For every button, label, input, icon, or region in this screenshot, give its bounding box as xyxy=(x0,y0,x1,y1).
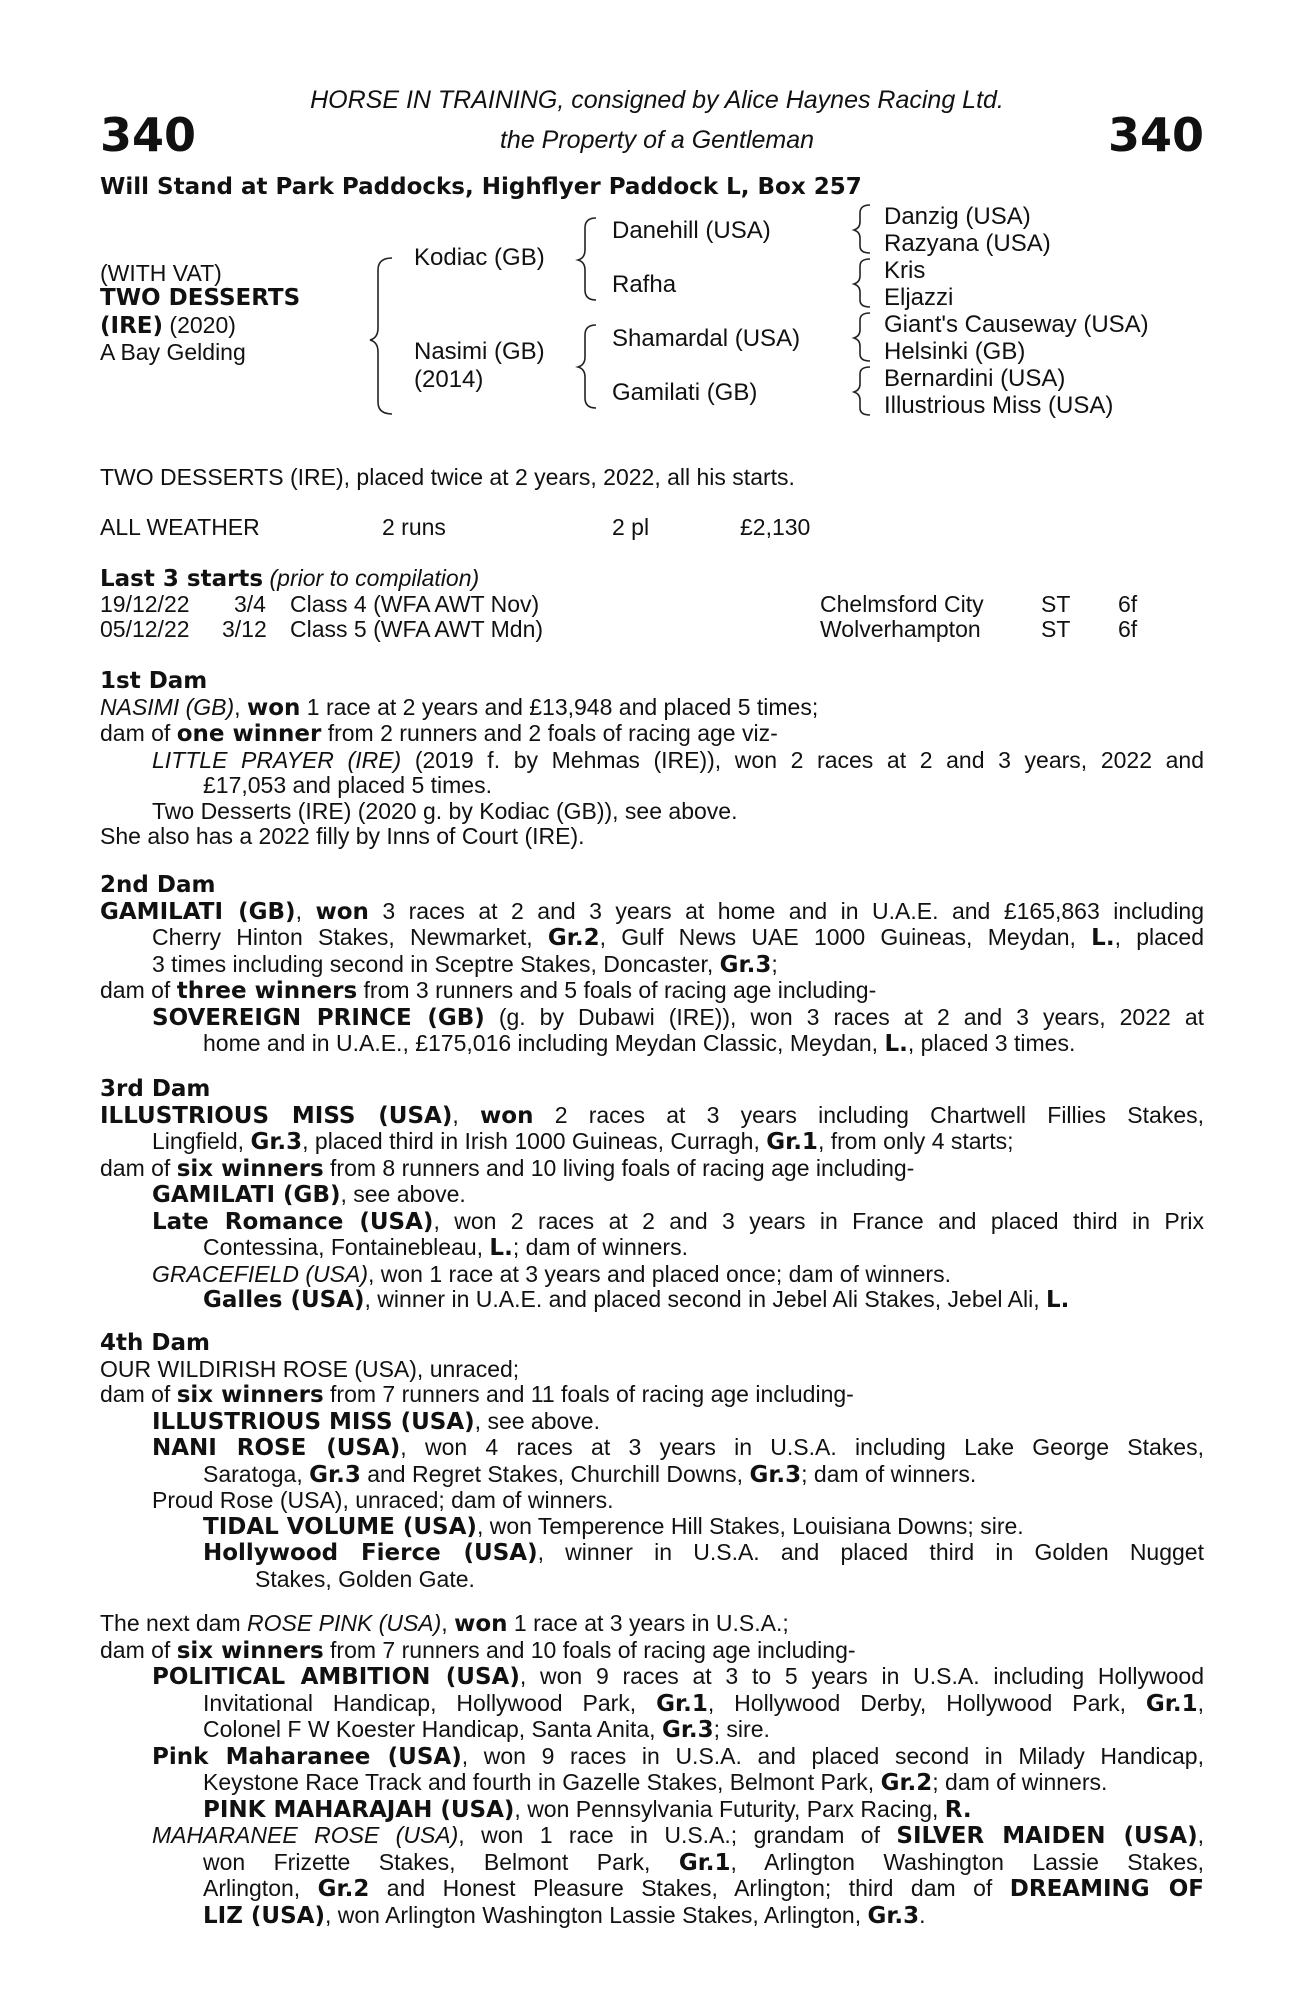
text-run: , xyxy=(295,897,316,924)
text-line xyxy=(100,1797,1204,1824)
text-line xyxy=(100,1664,1204,1691)
pedigree-dam: Nasimi (GB) xyxy=(414,338,545,365)
text-run: , won 9 races in U.S.A. and placed second in Milady Handicap, xyxy=(461,1742,1204,1769)
text-line xyxy=(100,1638,1204,1665)
text-run: , winner in U.S.A. and placed third in Golden Nugget xyxy=(537,1539,1204,1565)
progeny-name: LITTLE PRAYER (IRE) xyxy=(152,746,402,773)
text-run: 2 races at 3 years including Chartwell Fillies Stakes, xyxy=(533,1101,1205,1128)
text-run: , winner in U.A.E. and placed second in Jebel Ali Stakes, Jebel Ali, xyxy=(364,1286,1046,1312)
brace-dam xyxy=(578,325,596,408)
grade: Gr.3 xyxy=(719,951,772,978)
grade: R. xyxy=(944,1796,972,1823)
progeny-name: Hollywood Fierce (USA) xyxy=(203,1540,538,1566)
text-line xyxy=(100,1235,1204,1262)
start-distance: 6f xyxy=(1118,591,1138,617)
text-run: ; sire. xyxy=(713,1716,770,1742)
won-label: won xyxy=(246,694,301,721)
grade: L. xyxy=(884,1031,908,1057)
text-line xyxy=(100,1382,1204,1409)
grade: Gr.3 xyxy=(309,1461,361,1488)
text-run: Invitational Handicap, Hollywood Park, xyxy=(203,1689,657,1716)
text-run: from 7 runners and 10 foals of racing age including- xyxy=(323,1636,856,1663)
pedigree-sdd: Eljazzi xyxy=(884,284,954,311)
winners-count: six winners xyxy=(176,1155,324,1182)
progeny-name: GAMILATI (GB) xyxy=(152,1182,341,1208)
pedigree-sire-dam: Rafha xyxy=(612,271,677,298)
text-line xyxy=(100,1156,1204,1183)
text-line xyxy=(100,1903,1204,1930)
stand-line: Will Stand at Park Paddocks, Highflyer Paddock L, Box 257 xyxy=(100,174,862,200)
text-line xyxy=(100,1717,1204,1744)
grade: Gr.1 xyxy=(678,1849,731,1876)
next-dam-section xyxy=(100,1611,1204,1929)
progeny-name: Pink Maharanee (USA) xyxy=(152,1743,462,1770)
second-dam-heading xyxy=(100,872,1204,899)
text-run: . xyxy=(919,1901,926,1928)
grade: Gr.1 xyxy=(766,1129,818,1155)
horse-year: (2020) xyxy=(163,312,236,338)
text-run: Lingfield, xyxy=(152,1128,251,1154)
progeny-name: TIDAL VOLUME (USA) xyxy=(203,1513,477,1540)
grade: Gr.2 xyxy=(317,1876,370,1902)
start-course: Chelmsford City xyxy=(820,591,984,617)
grade: Gr.3 xyxy=(661,1717,714,1743)
horse-name: TWO DESSERTS xyxy=(100,285,301,311)
text-line xyxy=(100,1287,1204,1314)
progeny-name: Late Romance (USA) xyxy=(152,1208,434,1235)
text-line xyxy=(100,1850,1204,1877)
property-line: the Property of a Gentleman xyxy=(499,126,815,154)
progeny-name: NANI ROSE (USA) xyxy=(152,1435,401,1461)
text-line xyxy=(100,1262,1204,1288)
text-line: Two Desserts (IRE) (2020 g. by Kodiac (GB)), see above. xyxy=(152,797,738,824)
text-run: from 2 runners and 2 foals of racing age viz- xyxy=(321,720,778,746)
start-race: Class 5 (WFA AWT Mdn) xyxy=(290,616,544,642)
text-run: , Arlington Washington Lassie Stakes, xyxy=(730,1848,1205,1875)
text-line xyxy=(100,1435,1204,1462)
record-placed: 2 pl xyxy=(612,514,650,540)
text-run: home and in U.A.E., £175,016 including Meydan Classic, Meydan, xyxy=(203,1030,885,1056)
text-line xyxy=(100,748,1204,774)
text-run: , Gulf News UAE 1000 Guineas, Meydan, xyxy=(599,924,1092,950)
text-run: , xyxy=(1197,1822,1205,1848)
record-surface: ALL WEATHER xyxy=(100,514,260,540)
text-run: dam of xyxy=(100,720,177,746)
text-run: 3 races at 2 and 3 years at home and in U.A.E. and £165,863 including xyxy=(368,897,1205,924)
progeny-name: SOVEREIGN PRINCE (GB) xyxy=(152,1004,485,1031)
winners-count: three winners xyxy=(176,978,358,1004)
text-line xyxy=(100,1182,1204,1209)
dam-name: ROSE PINK (USA) xyxy=(247,1610,442,1636)
progeny-name: GRACEFIELD (USA) xyxy=(152,1260,368,1287)
text-run: , placed xyxy=(1114,924,1204,950)
race-summary: TWO DESSERTS (IRE), placed twice at 2 years, 2022, all his starts. xyxy=(100,464,795,490)
grade: Gr.2 xyxy=(880,1770,933,1796)
text-run: , won Pennsylvania Futurity, Parx Racing, xyxy=(514,1795,945,1822)
text-run: from 8 runners and 10 living foals of racing age including- xyxy=(323,1154,915,1181)
text-run: Keystone Race Track and fourth in Gazelle Stakes, Belmont Park, xyxy=(203,1769,881,1795)
text-run: , xyxy=(234,693,247,720)
text-line xyxy=(100,1005,1204,1032)
fourth-dam-section xyxy=(100,1330,1204,1592)
grade: L. xyxy=(1091,925,1115,951)
horse-country: (IRE) xyxy=(100,313,164,339)
first-dam-heading xyxy=(100,668,1204,695)
brace-dd xyxy=(854,367,870,415)
brace-main xyxy=(370,258,392,414)
text-line xyxy=(100,1540,1204,1567)
progeny-name: SILVER MAIDEN (USA) xyxy=(896,1823,1198,1849)
brace-sd xyxy=(854,259,870,307)
start-going: ST xyxy=(1041,616,1071,642)
text-run: 1 race at 3 years in U.S.A.; xyxy=(507,1610,789,1636)
progeny-name: DREAMING OF xyxy=(1009,1876,1204,1902)
text-run: from 7 runners and 11 foals of racing age including- xyxy=(323,1381,854,1407)
record-runs: 2 runs xyxy=(382,514,446,540)
consignor-line: HORSE IN TRAINING, consigned by Alice Haynes Racing Ltd. xyxy=(310,86,1004,114)
text-run: and Regret Stakes, Churchill Downs, xyxy=(360,1460,750,1487)
progeny-name: MAHARANEE ROSE (USA) xyxy=(152,1822,459,1848)
text-line: She also has a 2022 filly by Inns of Court (IRE). xyxy=(100,823,585,849)
text-run: The next dam xyxy=(100,1610,248,1636)
section-heading: 3rd Dam xyxy=(100,1076,211,1102)
pedigree-dsd: Helsinki (GB) xyxy=(884,338,1026,365)
lot-number-right: 340 xyxy=(1107,108,1204,162)
grade: Gr.1 xyxy=(1145,1690,1198,1717)
text-line xyxy=(100,1823,1204,1850)
fourth-dam-heading xyxy=(100,1330,1204,1357)
won-label: won xyxy=(454,1611,508,1637)
text-line xyxy=(100,952,1204,979)
text-run: , placed third in Irish 1000 Guineas, Curragh, xyxy=(302,1128,767,1154)
third-dam-heading xyxy=(100,1076,1204,1103)
text-run: from 3 runners and 5 foals of racing age including- xyxy=(357,977,877,1003)
dam-name: NASIMI (GB) xyxy=(100,693,235,720)
brace-ds xyxy=(854,313,870,361)
text-run: Cherry Hinton Stakes, Newmarket, xyxy=(152,924,548,950)
text-run: Saratoga, xyxy=(203,1460,310,1487)
text-line xyxy=(100,1129,1204,1156)
winners-count: six winners xyxy=(176,1382,324,1408)
text-line xyxy=(100,925,1204,952)
text-line xyxy=(100,1514,1204,1541)
text-run: 3 times including second in Sceptre Stakes, Doncaster, xyxy=(152,950,720,977)
grade: Gr.2 xyxy=(547,925,600,951)
text-line xyxy=(100,1409,1204,1436)
last-starts-note: (prior to compilation) xyxy=(263,565,480,591)
start-race: Class 4 (WFA AWT Nov) xyxy=(290,591,540,617)
text-run: , xyxy=(1197,1689,1204,1716)
text-line xyxy=(100,978,1204,1005)
pedigree-sds: Kris xyxy=(884,257,926,284)
text-line xyxy=(100,1031,1204,1058)
grade: Gr.3 xyxy=(250,1129,303,1155)
pedigree-dam-sire: Shamardal (USA) xyxy=(612,325,801,352)
pedigree-dss: Giant's Causeway (USA) xyxy=(884,311,1149,338)
text-line xyxy=(100,899,1204,926)
second-dam-section xyxy=(100,872,1204,1058)
text-run: won Frizette Stakes, Belmont Park, xyxy=(203,1848,679,1875)
dam-name: ILLUSTRIOUS MISS (USA) xyxy=(100,1102,453,1129)
pedigree-ddd: Illustrious Miss (USA) xyxy=(884,392,1114,419)
text-run: dam of xyxy=(100,1381,177,1407)
won-label: won xyxy=(480,1102,534,1129)
progeny-name: Galles (USA) xyxy=(203,1287,365,1313)
text-line: OUR WILDIRISH ROSE (USA), unraced; xyxy=(100,1355,520,1382)
horse-description: A Bay Gelding xyxy=(100,339,246,365)
text-run: 1 race at 2 years and £13,948 and placed 5 times; xyxy=(300,693,819,720)
text-line: Stakes, Golden Gate. xyxy=(255,1565,475,1592)
record-prize: £2,130 xyxy=(740,514,811,540)
start-going: ST xyxy=(1041,591,1071,617)
text-run: , xyxy=(441,1610,455,1636)
section-heading: 1st Dam xyxy=(100,668,208,694)
last-starts-title: Last 3 starts xyxy=(100,566,264,592)
grade: L. xyxy=(489,1235,513,1261)
text-run: , xyxy=(452,1101,481,1128)
text-line xyxy=(100,1876,1204,1903)
start-course: Wolverhampton xyxy=(820,616,981,642)
text-line xyxy=(100,1462,1204,1489)
pedigree-sire-sire: Danehill (USA) xyxy=(612,217,771,244)
progeny-name: LIZ (USA) xyxy=(203,1902,325,1929)
text-run: dam of xyxy=(100,1154,177,1181)
text-run: (g. by Dubawi (IRE)), won 3 races at 2 and 3 years, 2022 at xyxy=(484,1003,1204,1030)
text-run: , placed 3 times. xyxy=(907,1030,1076,1056)
text-run: , won Temperence Hill Stakes, Louisiana Downs; sire. xyxy=(476,1512,1024,1539)
section-heading: 2nd Dam xyxy=(100,872,216,898)
text-run: ; dam of winners. xyxy=(512,1234,688,1260)
text-run: ; dam of winners. xyxy=(932,1769,1108,1795)
text-run: , Hollywood Derby, Hollywood Park, xyxy=(707,1689,1146,1716)
text-run: , see above. xyxy=(474,1407,600,1434)
text-run: , won 9 races at 3 to 5 years in U.S.A. including Hollywood xyxy=(519,1663,1204,1689)
grade: Gr.3 xyxy=(867,1902,920,1929)
grade: Gr.3 xyxy=(749,1461,802,1488)
winners-count: one winner xyxy=(176,721,322,747)
text-run: , from only 4 starts; xyxy=(817,1128,1014,1154)
pedigree-dam-dam: Gamilati (GB) xyxy=(612,379,758,406)
pedigree-dds: Bernardini (USA) xyxy=(884,365,1066,392)
progeny-name: PINK MAHARAJAH (USA) xyxy=(203,1796,515,1823)
text-run: , won 1 race in U.S.A.; grandam of xyxy=(458,1822,897,1848)
won-label: won xyxy=(315,898,369,925)
grade: Gr.1 xyxy=(656,1690,708,1717)
text-line xyxy=(100,1103,1204,1130)
text-line: Proud Rose (USA), unraced; dam of winners. xyxy=(152,1487,614,1513)
text-line xyxy=(100,721,1204,748)
start-position: 3/12 xyxy=(222,616,267,642)
last-starts-heading xyxy=(100,566,479,593)
text-run: (2019 f. by Mehmas (IRE)), won 2 races at 2 and 3 years, 2022 and xyxy=(401,746,1204,773)
third-dam-section xyxy=(100,1076,1204,1314)
text-run: dam of xyxy=(100,977,177,1003)
first-dam-section xyxy=(100,668,1204,850)
text-run: Colonel F W Koester Handicap, Santa Anita, xyxy=(203,1716,662,1742)
start-position: 3/4 xyxy=(234,591,266,617)
vat-label: (WITH VAT) xyxy=(100,260,222,286)
text-run: , won 2 races at 2 and 3 years in France and placed third in Prix xyxy=(433,1207,1204,1234)
text-run: , won 1 race at 3 years and placed once; dam of winners. xyxy=(367,1260,951,1287)
text-line xyxy=(100,1209,1204,1236)
dam-name: GAMILATI (GB) xyxy=(100,898,296,925)
text-run: ; xyxy=(771,950,778,977)
grade: L. xyxy=(1045,1287,1070,1313)
section-heading: 4th Dam xyxy=(100,1330,210,1356)
text-run: Contessina, Fontainebleau, xyxy=(203,1234,490,1260)
brace-sire xyxy=(578,218,596,300)
text-run: , see above. xyxy=(340,1181,466,1207)
text-run: , won 4 races at 3 years in U.S.A. including Lake George Stakes, xyxy=(400,1434,1204,1460)
pedigree-sss: Danzig (USA) xyxy=(884,203,1031,230)
text-run: Arlington, xyxy=(203,1875,318,1901)
text-line xyxy=(100,1770,1204,1797)
pedigree-dam-year: (2014) xyxy=(414,366,484,393)
winners-count: six winners xyxy=(176,1637,324,1664)
text-line: £17,053 and placed 5 times. xyxy=(203,772,492,798)
progeny-name: ILLUSTRIOUS MISS (USA) xyxy=(152,1408,475,1435)
text-line xyxy=(100,695,1204,722)
pedigree-ssd: Razyana (USA) xyxy=(884,230,1051,257)
lot-number-left: 340 xyxy=(100,108,197,162)
text-run: , won Arlington Washington Lassie Stakes, Arlington, xyxy=(324,1901,868,1928)
text-run: dam of xyxy=(100,1636,177,1663)
text-line xyxy=(100,1744,1204,1771)
text-run: and Honest Pleasure Stakes, Arlington; third dam of xyxy=(369,1875,1010,1901)
pedigree-braces xyxy=(0,0,1314,420)
start-date: 05/12/22 xyxy=(100,616,190,642)
start-distance: 6f xyxy=(1118,616,1138,642)
text-line xyxy=(100,1691,1204,1718)
progeny-name: POLITICAL AMBITION (USA) xyxy=(152,1664,520,1690)
text-line xyxy=(100,1611,1204,1638)
start-date: 19/12/22 xyxy=(100,591,190,617)
text-run: ; dam of winners. xyxy=(801,1460,977,1487)
pedigree-sire: Kodiac (GB) xyxy=(414,244,545,271)
brace-ss xyxy=(854,205,870,253)
